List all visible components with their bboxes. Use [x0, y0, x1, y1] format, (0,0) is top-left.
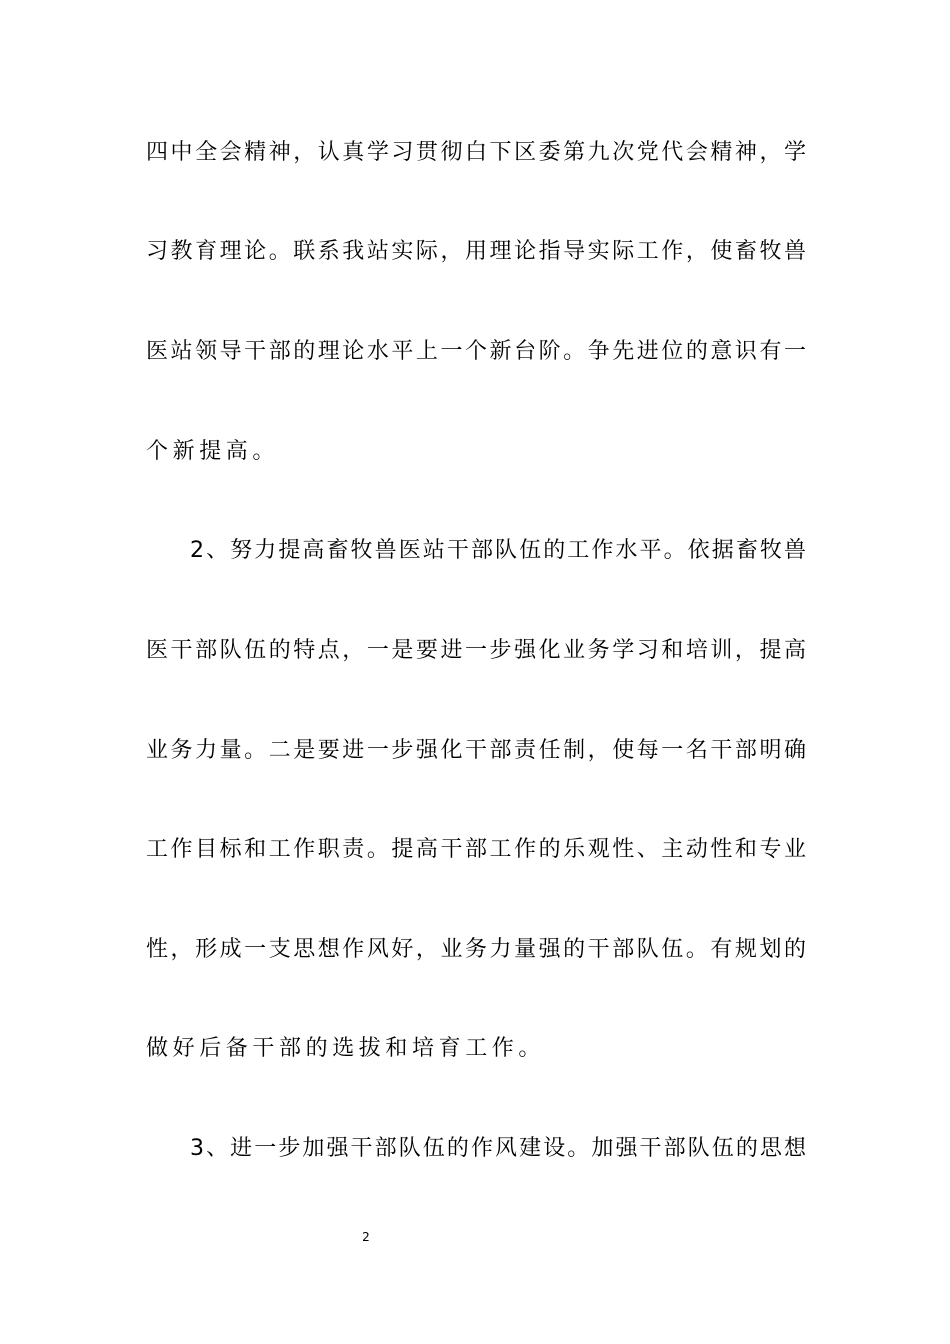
text-line: 个新提高。: [146, 439, 280, 464]
text-line: 医干部队伍的特点，一是要进一步强化业务学习和培训，提高: [146, 638, 806, 663]
text-line: 业务力量。二是要进一步强化干部责任制，使每一名干部明确: [146, 738, 806, 763]
text-line: 性，形成一支思想作风好，业务力量强的干部队伍。有规划的: [146, 937, 806, 962]
text-line: 习教育理论。联系我站实际，用理论指导实际工作，使畜牧兽: [146, 239, 806, 264]
text-line: 四中全会精神，认真学习贯彻白下区委第九次党代会精神，学: [146, 140, 806, 165]
paragraph-3-first-line: 3、进一步加强干部队伍的作风建设。加强干部队伍的思想: [190, 1136, 806, 1161]
text-line: 医站领导干部的理论水平上一个新台阶。争先进位的意识有一: [146, 339, 806, 364]
page-number: 2: [362, 1230, 370, 1244]
paragraph-2-first-line: 2、努力提高畜牧兽医站干部队伍的工作水平。依据畜牧兽: [190, 538, 806, 563]
text-line: 做好后备干部的选拔和培育工作。: [146, 1036, 546, 1061]
text-line: 工作目标和工作职责。提高干部工作的乐观性、主动性和专业: [146, 837, 806, 862]
